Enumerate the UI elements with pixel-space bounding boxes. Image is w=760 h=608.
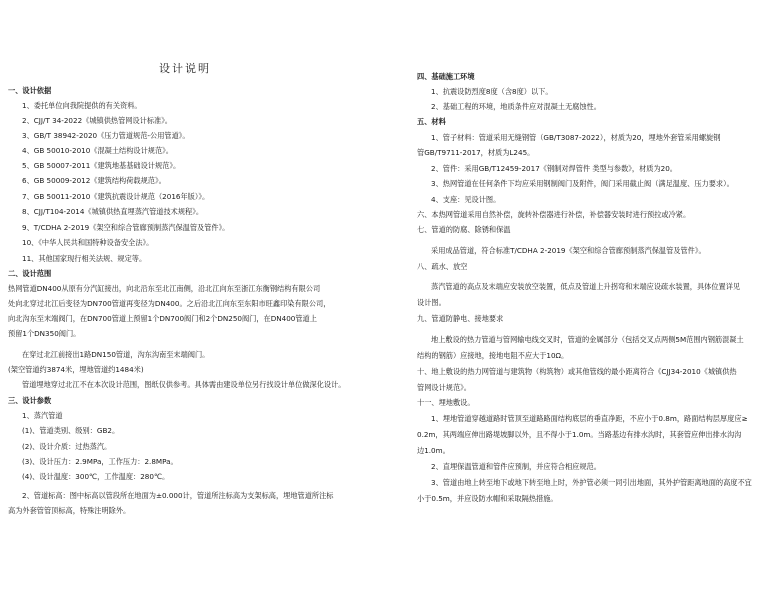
- text-line: 处向北穿过北江后变径为DN700管道再变径为DN400。之后沿北江向东至东阳市旺鑫印染有限公司，: [8, 299, 331, 308]
- text-line: 九、管道防静电、接地要求: [417, 314, 504, 323]
- text-line: 11、其他国家现行相关法规、规定等。: [22, 254, 147, 263]
- text-line: 5、GB 50007-2011《建筑地基基础设计规范》。: [22, 161, 181, 170]
- text-line: 向北沟东至末端阀门，在DN700管道上预留1个DN700阀门和2个DN250阀门，在DN400管道上: [8, 314, 317, 323]
- text-line: 1、抗震设防烈度8度（含8度）以下。: [431, 87, 553, 96]
- text-line: 高为外套管管顶标高，特殊注明除外。: [8, 506, 131, 515]
- text-line: (4)、设计温度：300℃，工作温度：280℃。: [22, 472, 170, 481]
- text-line: 2、基础工程的环境，地质条件应对混凝土无腐蚀性。: [431, 102, 601, 111]
- text-line: 3、热网管道在任何条件下均应采用钢制阀门及附件，阀门采用截止阀（满足温度、压力要求）。: [431, 179, 734, 188]
- text-line: 六、本热网管道采用自然补偿，旋转补偿器进行补偿，补偿器安装时进行预拉或冷紧。: [417, 210, 691, 219]
- text-line: 1、埋地管道穿越道路时管顶至道路路面结构底层的垂直净距，不应小于0.8m，路面结构层厚度应≥: [431, 414, 748, 423]
- section-heading: 一、设计依据: [8, 86, 52, 95]
- text-line: 结构的钢筋）应接地，接地电阻不应大于10Ω。: [417, 351, 569, 360]
- text-line: 热网管道DN400从原有分汽缸接出，向北沿东至北江南侧，沿北江向东至浙江东衡钢结构有限公司: [8, 284, 321, 293]
- text-line: 管道埋地穿过北江不在本次设计范围，图纸仅供参考。具体需由建设单位另行找设计单位做深化设计。: [22, 380, 346, 389]
- text-line: 边1.0m。: [417, 446, 450, 455]
- section-heading: 三、设计参数: [8, 396, 52, 405]
- text-line: 2、管件：采用GB/T12459-2017《钢制对焊管件 类型与参数》，材质为20。: [431, 164, 677, 173]
- text-line: (架空管道约3874米，埋地管道约1484米): [8, 365, 144, 374]
- text-line: 地上敷设的热力管道与管网输电线交叉时，管道的金属部分（包括交叉点两侧5M范围内钢筋混凝土: [431, 335, 744, 344]
- text-line: 4、GB 50010-2010《混凝土结构设计规范》。: [22, 146, 173, 155]
- text-line: 预留1个DN350阀门。: [8, 329, 81, 338]
- text-line: 4、支座：见设计图。: [431, 195, 501, 204]
- text-line: 2、CJJ/T 34-2022《城镇供热管网设计标准》。: [22, 116, 172, 125]
- text-line: 3、管道由地上转至地下或地下转至地上时，外护管必须一同引出地面，其外护管距离地面的高度不宜: [431, 478, 752, 487]
- text-line: (3)、设计压力：2.9MPa，工作压力：2.8MPa。: [22, 457, 178, 466]
- text-line: 6、GB 50009-2012《建筑结构荷载规范》。: [22, 176, 166, 185]
- text-line: 蒸汽管道的高点及末端应安装放空装置，低点及管道上升拐弯和末端应设疏水装置，具体位置详见: [431, 282, 741, 291]
- text-line: 2、直埋保温管道和管件应预制，并应符合相应规范。: [431, 462, 601, 471]
- text-line: 2、管道标高：图中标高以管段所在地面为±0.000计，管道所注标高为支架标高，埋地管道所注标: [22, 491, 334, 500]
- text-line: 10、《中华人民共和国特种设备安全法》。: [22, 238, 154, 247]
- text-line: 9、T/CDHA 2-2019《架空和综合管廊预制蒸汽保温管及管件》。: [22, 223, 230, 232]
- text-line: 设计图。: [417, 298, 446, 307]
- text-line: 3、GB/T 38942-2020《压力管道规范-公用管道》。: [22, 131, 190, 140]
- section-heading: 四、基础施工环境: [417, 72, 475, 81]
- text-line: 在穿过北江前接出1路DN150管道，沟东沟南至末端阀门。: [22, 350, 210, 359]
- text-line: 十一、埋地敷设。: [417, 398, 475, 407]
- text-line: 七、管道的防腐、除锈和保温: [417, 225, 511, 234]
- text-line: 小于0.5m，并应设防水帽和采取隔热措施。: [417, 494, 558, 503]
- text-line: 0.2m，其两端应伸出路堤坡脚以外，且不得小于1.0m。当路基边有排水沟时，其套管应伸出排水沟沟: [417, 430, 742, 439]
- text-line: (1)、管道类别、级别：GB2。: [22, 426, 120, 435]
- page-title: 设计说明: [159, 62, 211, 75]
- text-line: 1、管子材料：管道采用无缝钢管（GB/T3087-2022），材质为20，埋地外套管采用螺旋钢: [431, 133, 721, 142]
- text-line: (2)、设计介质：过热蒸汽。: [22, 442, 112, 451]
- text-line: 十、地上敷设的热力网管道与建筑物（构筑物）或其他管线的最小距离符合《CJJ34-2010《城镇供热: [417, 367, 737, 376]
- text-line: 采用成品管道，符合标准T/CDHA 2-2019《架空和综合管廊预制蒸汽保温管及管件》。: [431, 246, 706, 255]
- text-line: 八、疏水、放空: [417, 262, 468, 271]
- text-line: 8、CJJ/T104-2014《城镇供热直埋蒸汽管道技术规程》。: [22, 207, 204, 216]
- section-heading: 二、设计范围: [8, 269, 52, 278]
- text-line: 7、GB 50011-2010《建筑抗震设计规范（2016年版）》。: [22, 192, 210, 201]
- text-line: 管网设计规范》。: [417, 383, 471, 392]
- section-heading: 五、材料: [417, 117, 446, 126]
- text-line: 管GB/T9711-2017，材质为L245。: [417, 148, 535, 157]
- text-line: 1、蒸汽管道: [22, 411, 63, 420]
- text-line: 1、委托单位向我院提供的有关资料。: [22, 101, 142, 110]
